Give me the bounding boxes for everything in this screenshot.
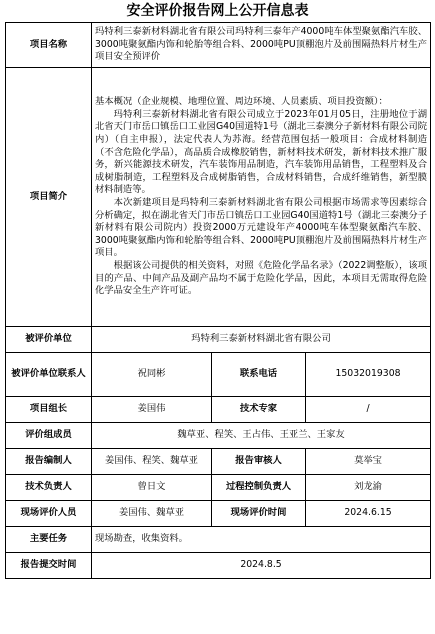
project-intro-value <box>92 68 431 327</box>
phone-value: 15032019308 <box>306 353 431 397</box>
tech-value: 曾日文 <box>92 475 212 501</box>
submit-label: 报告提交时间 <box>6 553 92 579</box>
process-value: 刘龙渝 <box>306 475 431 501</box>
intro-paragraph-2: 玛特利三泰新材料湖北省有限公司成立于2023年01月05日，注册地位于湖北省天门市岳口镇岳口工业园G40国道特1号（湖北三泰澳分子新材料有限公司院内）（自主申报），法定代表人为苏海。经营范围包括一般项目：合成材料制造（不含危险化学品），高品质合成橡胶销售，新材料技术研发，新材料技术推广服务，新兴能源技术研发，汽车装饰用品制造，汽车装饰用品销售，工程塑料及合成树脂制造，工程塑料及合成树脂销售，合成材料销售，合成纤维销售，新型膜材料制造等。 <box>95 108 428 196</box>
row-submit <box>6 553 431 579</box>
row-tasks <box>6 527 431 553</box>
row-members <box>6 423 431 449</box>
site-time-label: 现场评价时间 <box>212 501 306 527</box>
site-label: 现场评价人员 <box>6 501 92 527</box>
row-author <box>6 449 431 475</box>
evaluated-unit-label: 被评价单位 <box>6 327 92 353</box>
row-project-name <box>6 23 431 68</box>
page-title: 安全评价报告网上公开信息表 <box>126 3 309 19</box>
tasks-label: 主要任务 <box>6 527 92 553</box>
row-tech <box>6 475 431 501</box>
reviewer-label: 报告审核人 <box>212 449 306 475</box>
leader-label: 项目组长 <box>6 397 92 423</box>
contact-name: 祝同彬 <box>92 353 212 397</box>
tech-label: 技术负责人 <box>6 475 92 501</box>
intro-paragraph-1: 基本概况（企业规模、地理位置、周边环境、人员素质、项目投资额）： <box>95 96 388 108</box>
row-project-intro <box>6 68 431 327</box>
site-time-value: 2024.6.15 <box>306 501 431 527</box>
submit-value: 2024.8.5 <box>92 553 431 579</box>
evaluated-unit-value: 玛特利三泰新材料湖北省有限公司 <box>92 327 431 353</box>
site-value: 姜国伟、魏草亚 <box>92 501 212 527</box>
tasks-value: 现场勘查，收集资料。 <box>92 527 431 553</box>
intro-paragraph-3: 本次新建项目是玛特利三泰新材料湖北省有限公司根据市场需求等因素综合分析确定，拟在湖北省天门市岳口镇岳口工业园G40国道特1号（湖北三泰澳分子新材料有限公司院内）投资2000万元建设年产4000吨车体型聚氨酯汽车胶、3000吨聚氨酯内饰和轮胎等组合料、2000吨PU顶棚泡片及前围隔热料片材生产项目。 <box>95 197 428 259</box>
row-site <box>6 501 431 527</box>
members-value: 魏草亚、程笑、王占伟、王亚兰、王家友 <box>92 423 431 449</box>
phone-label: 联系电话 <box>212 353 306 397</box>
leader-value: 姜国伟 <box>92 397 212 423</box>
process-label: 过程控制负责人 <box>212 475 306 501</box>
members-label: 评价组成员 <box>6 423 92 449</box>
author-value: 姜国伟、程笑、魏草亚 <box>92 449 212 475</box>
row-evaluated-unit <box>6 327 431 353</box>
author-label: 报告编制人 <box>6 449 92 475</box>
row-contact <box>6 353 431 397</box>
project-intro-label: 项目简介 <box>6 68 92 327</box>
intro-paragraph-4: 根据该公司提供的相关资料，对照《危险化学品名录》（2022调整版），该项目的产品、中间产品及副产品均不属于危险化学品，因此，本项目无需取得危险化学品安全生产许可证。 <box>95 259 428 297</box>
expert-value: / <box>306 397 431 423</box>
reviewer-value: 莫举宝 <box>306 449 431 475</box>
contact-label: 被评价单位联系人 <box>6 353 92 397</box>
expert-label: 技术专家 <box>212 397 306 423</box>
info-table <box>5 22 431 579</box>
row-leader <box>6 397 431 423</box>
project-name-value: 玛特利三泰新材料湖北省有限公司玛特利三泰年产4000吨车体型聚氨酯汽车胶、3000吨聚氨酯内饰和轮胎等组合料、2000吨PU顶棚泡片及前围隔热料片材生产项目安全预评价 <box>92 23 431 68</box>
project-name-label: 项目名称 <box>6 23 92 68</box>
